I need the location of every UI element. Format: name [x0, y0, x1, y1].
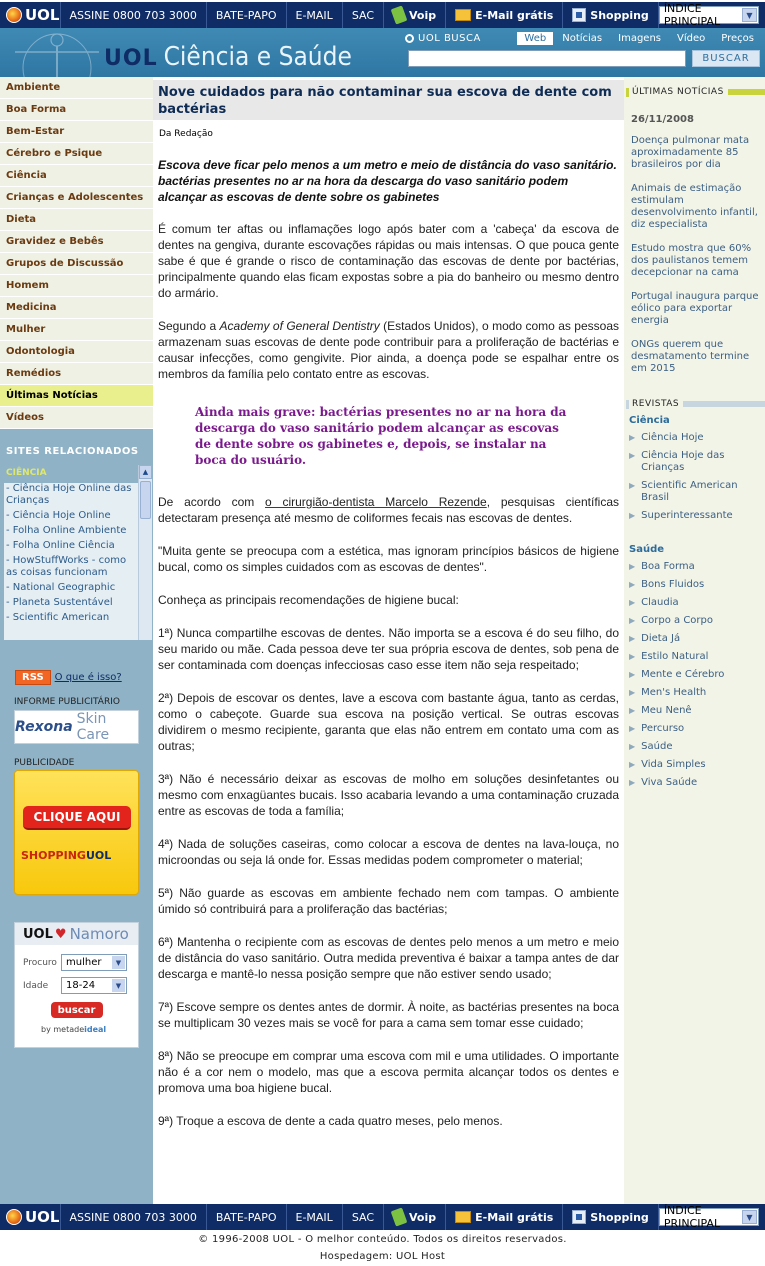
nav-item-ambiente[interactable]: Ambiente: [0, 77, 153, 99]
nav-item-grupos[interactable]: Grupos de Discussão: [0, 253, 153, 275]
article-lead: Escova deve ficar pelo menos a um metro e meio de distância do vaso sanitário. bactérias presentes no ar na hora da descarga do vaso sanitário podem alcançar as escovas de dente sobre os gabinetes: [158, 158, 617, 204]
article-byline: Da Redação: [159, 129, 213, 139]
tip-item: 7ª) Escove sempre os dentes antes de dormir. À noite, as bactérias presentes na boca se multiplicam 30 vezes mais se você for para a cama sem tomar esse cuidado;: [158, 1000, 619, 1030]
related-sites-title: SITES RELACIONADOS: [6, 446, 139, 457]
uol-ball-icon: [6, 1209, 22, 1225]
nav-item-cerebro[interactable]: Cérebro e Psique: [0, 143, 153, 165]
right-column: [624, 77, 765, 1204]
related-sites-subtitle: CIÊNCIA: [4, 465, 152, 483]
hosting-link[interactable]: Hospedagem: UOL Host: [319, 1251, 446, 1262]
uol-logo[interactable]: UOL: [0, 2, 61, 28]
uol-logo[interactable]: UOL: [0, 1204, 61, 1230]
caret-right-icon: ▶: [629, 670, 636, 679]
shopping-uol-logo: SHOPPINGUOL: [21, 849, 112, 862]
rss-badge[interactable]: RSS: [15, 670, 51, 685]
sac-link[interactable]: SAC: [343, 1204, 384, 1230]
phone-icon: [391, 5, 408, 24]
section-nav: [0, 77, 153, 429]
article-paragraph: De acordo com o cirurgião-dentista Marcelo Rezende, pesquisas científicas detectaram presença até mesmo de coliformes fecais nas escovas de dentes.: [158, 495, 619, 525]
envelope-icon: [455, 1211, 471, 1223]
tip-item: 5ª) Não guarde as escovas em ambiente fechado nem com tampas. O ambiente úmido só contribuirá para a proliferação das bactérias;: [158, 886, 619, 916]
assine-link[interactable]: ASSINE 0800 703 3000: [61, 1204, 207, 1230]
email-link[interactable]: E-MAIL: [287, 1204, 343, 1230]
revistas-saude-title: Saúde: [629, 544, 665, 555]
tip-item: 3ª) Não é necessário deixar as escovas de molho em soluções desinfetantes ou mesmo com enxagüantes bucais. Isso acabaria levando a uma contaminação cruzada entre as escovas de toda a família;: [158, 772, 619, 818]
related-site-link[interactable]: - Planeta Sustentável: [6, 597, 113, 608]
nav-item-bem-estar[interactable]: Bem-Estar: [0, 121, 153, 143]
informe-label: INFORME PUBLICITÁRIO: [14, 697, 120, 707]
shopping-link[interactable]: Shopping: [563, 1204, 659, 1230]
revista-link[interactable]: ▶ Men's Health: [629, 687, 707, 698]
nav-item-mulher[interactable]: Mulher: [0, 319, 153, 341]
latest-news-header: ÚLTIMAS NOTÍCIAS: [624, 87, 765, 97]
caret-right-icon: ▶: [629, 706, 636, 715]
related-site-link[interactable]: - HowStuffWorks - como as coisas funcionam: [6, 555, 127, 578]
idade-select[interactable]: 18-24 ▼: [61, 977, 127, 994]
caret-right-icon: ▶: [629, 778, 636, 787]
section-header: [0, 28, 765, 77]
revistas-ciencia-title: Ciência: [629, 415, 670, 426]
phone-icon: [391, 1207, 408, 1226]
tip-item: 2ª) Depois de escovar os dentes, lave a escova com bastante água, tanto as cerdas, como o cabeçote. Guarde sua escova na posição vertical. Se outras escovas dividirem o mesmo recipiente, garanta que elas não entrem em contato uma com as outras;: [158, 691, 619, 753]
caret-right-icon: ▶: [629, 652, 636, 661]
idade-label: Idade: [23, 980, 49, 991]
article-pull-quote: Ainda mais grave: bactérias presentes no ar na hora da descarga do vaso sanitário podem alcançar as escovas de dente sobre os gabinetes e, depois, se instalar na boca do usuário.: [195, 405, 567, 467]
assine-link[interactable]: ASSINE 0800 703 3000: [61, 2, 207, 28]
email-gratis-link[interactable]: E-Mail grátis: [446, 1204, 563, 1230]
footer: [0, 1231, 765, 1265]
caret-right-icon: ▶: [629, 598, 636, 607]
news-link[interactable]: Estudo mostra que 60% dos paulistanos temem decepcionar na cama: [631, 243, 752, 278]
procuro-select[interactable]: mulher ▼: [61, 954, 127, 971]
shopping-uol-ad[interactable]: [14, 770, 139, 895]
revista-link[interactable]: ▶ Percurso: [629, 723, 685, 734]
tip-item: 8ª) Não se preocupe em comprar uma escova com mil e uma utilidades. O importante não é a cor nem o modelo, mas que a escova permita alcançar todos os dentes e promova uma boa higiene bucal.: [158, 1049, 619, 1095]
article: [153, 77, 624, 1204]
news-link[interactable]: ONGs querem que desmatamento termine em 2015: [631, 339, 750, 374]
article-title-box: [153, 80, 624, 120]
related-site-link[interactable]: - Folha Online Ambiente: [6, 525, 127, 536]
tip-item: 6ª) Mantenha o recipiente com as escovas de dentes pelo menos a um metro e meio de distância do vaso sanitário. Outra medida preventiva é baixar a tampa antes de dar descarga e mantê-lo nessa posição sempre que não estiver sendo usado;: [158, 935, 619, 981]
email-gratis-link[interactable]: E-Mail grátis: [446, 2, 563, 28]
revista-link[interactable]: ▶ Dieta Já: [629, 633, 681, 644]
revista-link[interactable]: ▶ Claudia: [629, 597, 679, 608]
uol-bottom-bar: [0, 1204, 765, 1230]
tip-item: 9ª) Troque a escova de dente a cada quatro meses, pelo menos.: [158, 1114, 503, 1128]
caret-right-icon: ▶: [629, 688, 636, 697]
caret-right-icon: ▶: [629, 760, 636, 769]
related-site-link[interactable]: - National Geographic: [6, 582, 116, 593]
chevron-down-icon: ▼: [112, 979, 125, 992]
caret-right-icon: ▶: [629, 451, 636, 460]
revista-link[interactable]: ▶ Vida Simples: [629, 759, 706, 770]
shopping-link[interactable]: Shopping: [563, 2, 659, 28]
related-site-link[interactable]: - Ciência Hoje Online das Crianças: [6, 483, 132, 506]
article-paragraph: "Muita gente se preocupa com a estética, mas ignoram princípios básicos de higiene bucal, como os simples cuidados com as escovas de dentes".: [158, 544, 619, 574]
nav-item-ciencia[interactable]: Ciência: [0, 165, 153, 187]
revista-link[interactable]: ▶ Saúde: [629, 741, 673, 752]
index-select[interactable]: ÍNDICE PRINCIPAL ▼: [659, 1208, 759, 1226]
caret-right-icon: ▶: [629, 634, 636, 643]
article-title: Nove cuidados para não contaminar sua escova de dente com bactérias: [158, 85, 612, 117]
rss-block: [15, 670, 122, 685]
nav-item-gravidez[interactable]: Gravidez e Bebês: [0, 231, 153, 253]
news-link[interactable]: Portugal inaugura parque eólico para exportar energia: [631, 291, 759, 326]
chevron-down-icon: ▼: [742, 8, 757, 22]
voip-link[interactable]: Voip: [384, 2, 446, 28]
revista-link[interactable]: ▶ Ciência Hoje das Crianças: [629, 450, 725, 473]
related-site-link[interactable]: - Ciência Hoje Online: [6, 510, 111, 521]
tip-item: 4ª) Nada de soluções caseiras, como colocar a escova de dentes na lava-louça, no microondas ou seja lá onde for. Essas medidas podem comprometer o material;: [158, 837, 619, 867]
revista-link[interactable]: ▶ Viva Saúde: [629, 777, 698, 788]
voip-link[interactable]: Voip: [384, 1204, 446, 1230]
revista-link[interactable]: ▶ Boa Forma: [629, 561, 695, 572]
index-select[interactable]: ÍNDICE PRINCIPAL ▼: [659, 6, 759, 24]
section-brand[interactable]: UOL Ciência e Saúde: [104, 42, 352, 72]
sac-link[interactable]: SAC: [343, 2, 384, 28]
uol-ball-icon: [6, 7, 22, 23]
caret-right-icon: ▶: [629, 562, 636, 571]
left-column: [0, 77, 153, 1204]
related-sites: [0, 440, 153, 640]
namoro-search-button[interactable]: buscar: [51, 1002, 103, 1018]
nav-item-remedios[interactable]: Remédios: [0, 363, 153, 385]
revistas-header: REVISTAS: [624, 399, 765, 409]
bate-papo-link[interactable]: BATE-PAPO: [207, 2, 287, 28]
chevron-down-icon: ▼: [742, 1210, 757, 1224]
related-site-link[interactable]: - Scientific American: [6, 612, 110, 623]
search-icon: [405, 34, 414, 43]
vitruvian-figure-icon: [10, 28, 105, 77]
uol-namoro-widget: [14, 922, 139, 1048]
revista-link[interactable]: ▶ Bons Fluidos: [629, 579, 705, 590]
rexona-ad[interactable]: Rexona Skin Care: [14, 710, 139, 744]
caret-right-icon: ▶: [629, 433, 636, 442]
revista-link[interactable]: ▶ Superinteressante: [629, 510, 733, 521]
caret-right-icon: ▶: [629, 616, 636, 625]
tab-noticias[interactable]: Notícias: [562, 33, 603, 44]
chevron-down-icon: ▼: [112, 956, 125, 969]
related-sites-list: [4, 465, 152, 640]
revista-link[interactable]: ▶ Mente e Cérebro: [629, 669, 725, 680]
tab-video[interactable]: Vídeo: [677, 33, 706, 44]
shopping-icon: [572, 8, 586, 22]
nav-item-medicina[interactable]: Medicina: [0, 297, 153, 319]
caret-right-icon: ▶: [629, 511, 636, 520]
email-link[interactable]: E-MAIL: [287, 2, 343, 28]
revista-link[interactable]: ▶ Meu Nenê: [629, 705, 692, 716]
revista-link[interactable]: ▶ Estilo Natural: [629, 651, 709, 662]
uol-busca: [405, 30, 761, 67]
search-input[interactable]: [408, 50, 686, 67]
news-link[interactable]: Animais de estimação estimulam desenvolvimento infantil, diz especialista: [631, 183, 758, 230]
shopping-icon: [572, 1210, 586, 1224]
bate-papo-link[interactable]: BATE-PAPO: [207, 1204, 287, 1230]
nav-item-odontologia[interactable]: Odontologia: [0, 341, 153, 363]
scroll-thumb[interactable]: [140, 481, 151, 519]
procuro-label: Procuro: [23, 957, 57, 968]
revista-link[interactable]: ▶ Scientific American Brasil: [629, 480, 738, 503]
rss-help-link[interactable]: O que é isso?: [54, 672, 122, 683]
tab-web[interactable]: Web: [517, 32, 553, 45]
nav-item-boa-forma[interactable]: Boa Forma: [0, 99, 153, 121]
clique-aqui-button[interactable]: CLIQUE AQUI: [23, 806, 131, 830]
tab-precos[interactable]: Preços: [721, 33, 754, 44]
busca-tabs: [405, 30, 761, 47]
revista-link[interactable]: ▶ Ciência Hoje: [629, 432, 704, 443]
publicidade-label: PUBLICIDADE: [14, 758, 75, 768]
heart-icon: ♥: [54, 926, 67, 942]
envelope-icon: [455, 9, 471, 21]
scroll-up-icon[interactable]: ▲: [139, 465, 152, 479]
nav-item-videos[interactable]: Vídeos: [0, 407, 153, 429]
dentist-link[interactable]: o cirurgião-dentista Marcelo Rezende: [265, 495, 487, 509]
article-paragraph: É comum ter aftas ou inflamações logo após bater com a 'cabeça' da escova de dentes na gengiva, durante escovações rápidas ou mais intensas. O que pouca gente sabe é que é grande o risco de contaminação das escovas de dente por bactérias, principalmente quando elas ficam expostas sobre a pia do banheiro ou mesmo dentro do armário.: [158, 222, 619, 300]
related-site-link[interactable]: - Folha Online Ciência: [6, 540, 115, 551]
copyright: © 1996-2008 UOL - O melhor conteúdo. Todos os direitos reservados.: [198, 1234, 567, 1245]
nav-item-dieta[interactable]: Dieta: [0, 209, 153, 231]
caret-right-icon: ▶: [629, 481, 636, 490]
uol-top-bar: [0, 2, 765, 28]
busca-label: UOL BUSCA: [405, 33, 481, 44]
caret-right-icon: ▶: [629, 742, 636, 751]
tab-imagens[interactable]: Imagens: [618, 33, 662, 44]
news-link[interactable]: Doença pulmonar mata aproximadamente 85 brasileiros por dia: [631, 135, 750, 170]
tip-item: 1ª) Nunca compartilhe escovas de dentes. Não importa se a escova é do seu filho, do seu marido ou mãe. Cada pessoa deve ter sua própria escova de dentes, sob pena de ser contaminada com doenças infecciosas caso esse item não seja respeitado;: [158, 626, 619, 672]
article-paragraph: Conheça as principais recomendações de higiene bucal:: [158, 593, 459, 607]
nav-item-criancas[interactable]: Crianças e Adolescentes: [0, 187, 153, 209]
article-paragraph: Segundo a Academy of General Dentistry (Estados Unidos), o modo como as pessoas armazenam suas escovas de dente pode contribuir para a proliferação de bactérias e causar infecções, como gengivite. Pior ainda, a doença pode se espalhar entre os membros da família pelo contato entre as escovas.: [158, 319, 619, 381]
caret-right-icon: ▶: [629, 580, 636, 589]
nav-item-homem[interactable]: Homem: [0, 275, 153, 297]
related-sites-scrollbar[interactable]: [138, 465, 152, 640]
namoro-header: UOL ♥ Namoro: [15, 923, 138, 945]
news-date: 26/11/2008: [631, 114, 694, 125]
revista-link[interactable]: ▶ Corpo a Corpo: [629, 615, 713, 626]
nav-item-ultimas-noticias[interactable]: Últimas Notícias: [0, 385, 153, 407]
metadeideal-logo: by metadeideal: [41, 1025, 107, 1034]
caret-right-icon: ▶: [629, 724, 636, 733]
search-button[interactable]: BUSCAR: [692, 50, 760, 67]
